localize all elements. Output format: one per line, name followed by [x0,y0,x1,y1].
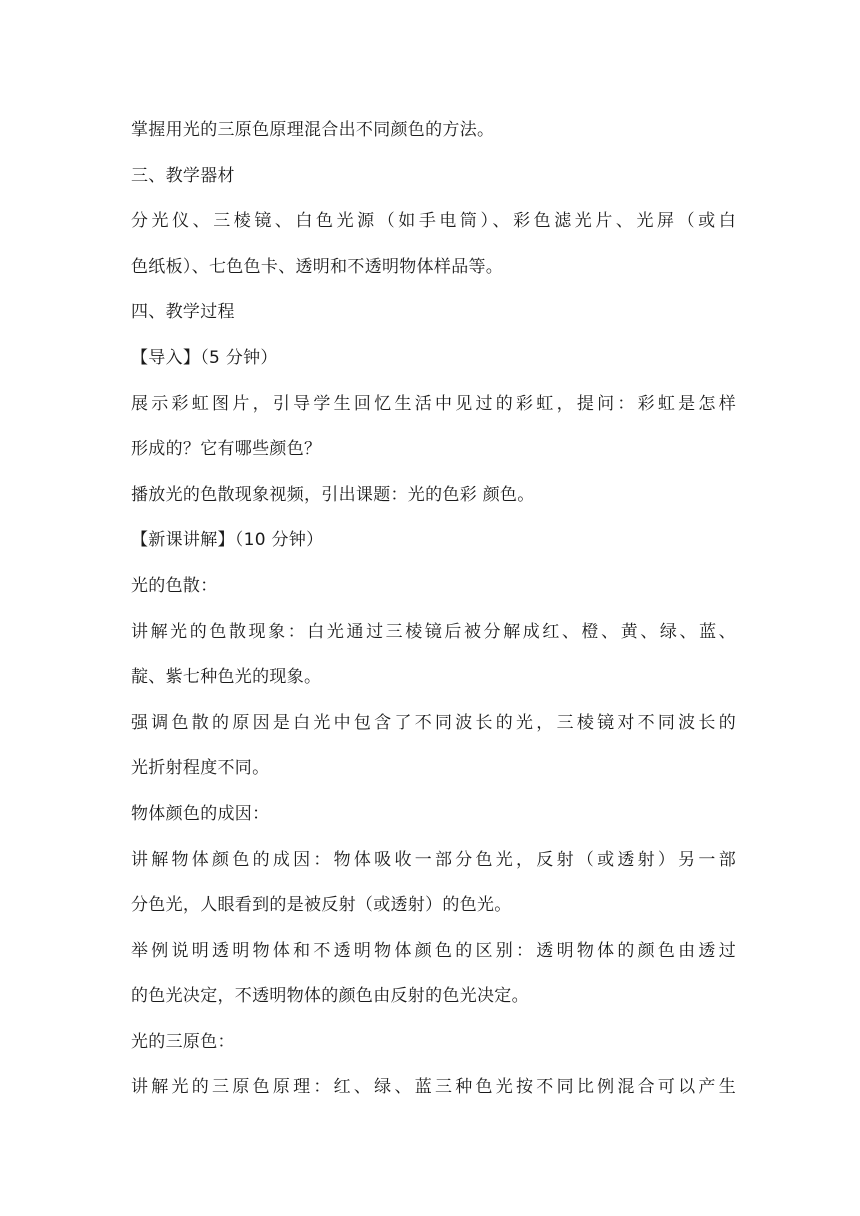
paragraph-line: 的色光决定，不透明物体的颜色由反射的色光决定。 [131,986,529,1007]
section-heading-materials: 三、教学器材 [131,165,235,186]
paragraph-line: 掌握用光的三原色原理混合出不同颜色的方法。 [131,120,495,140]
paragraph-line: 讲解物体颜色的成因：物体吸收一部分色光，反射（或透射）另一部 [131,849,736,870]
paragraph-line: 光折射程度不同。 [131,758,270,779]
subsection-heading-intro: 【导入】（5 分钟） [131,347,278,368]
paragraph-line: 讲解光的三原色原理：红、绿、蓝三种色光按不同比例混合可以产生 [131,1077,736,1098]
paragraph-line: 强调色散的原因是白光中包含了不同波长的光，三棱镜对不同波长的 [131,712,736,733]
section-heading-process: 四、教学过程 [131,302,235,323]
paragraph-line: 靛、紫七种色光的现象。 [131,667,322,688]
topic-heading-primary-colors: 光的三原色： [131,1031,235,1052]
paragraph-line: 展示彩虹图片，引导学生回忆生活中见过的彩虹，提问：彩虹是怎样 [131,393,736,414]
document-body [131,108,736,1111]
subsection-heading-new-lesson: 【新课讲解】（10 分钟） [131,530,324,551]
paragraph-line: 播放光的色散现象视频，引出课题：光的色彩 颜色。 [131,484,535,505]
paragraph-line: 讲解光的色散现象：白光通过三棱镜后被分解成红、橙、黄、绿、蓝、 [131,621,736,642]
paragraph-line: 分色光，人眼看到的是被反射（或透射）的色光。 [131,895,512,916]
topic-heading-dispersion: 光的色散： [131,575,218,596]
paragraph-line: 色纸板）、七色色卡、透明和不透明物体样品等。 [131,256,504,277]
topic-heading-object-color: 物体颜色的成因： [131,803,270,824]
paragraph-line: 形成的？它有哪些颜色？ [131,439,322,460]
paragraph-line: 分光仪、三棱镜、白色光源（如手电筒）、彩色滤光片、光屏（或白 [131,211,736,232]
paragraph-line: 举例说明透明物体和不透明物体颜色的区别：透明物体的颜色由透过 [131,940,736,961]
